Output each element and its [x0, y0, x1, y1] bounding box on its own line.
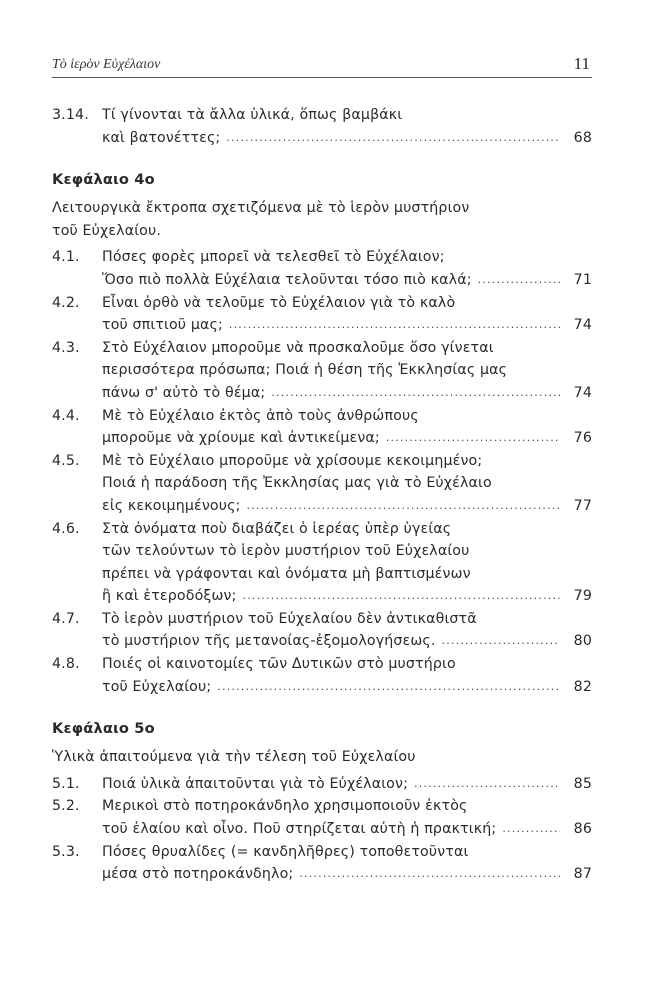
- entry-number: 4.1.: [52, 249, 80, 266]
- entry-text: Μὲ τὸ Εὐχέλαιο ἐκτὸς ἀπὸ τοὺς ἀνθρώπους: [102, 407, 419, 424]
- entry-text: Εἶναι ὀρθὸ νὰ τελοῦμε τὸ Εὐχέλαιον γιὰ τὸ καλὸ: [102, 294, 456, 311]
- entry-line: [102, 104, 592, 127]
- entry-body: [102, 608, 592, 653]
- page-number: 11: [573, 54, 590, 73]
- entry-body: [102, 773, 592, 796]
- entry-text: Στὰ ὀνόματα ποὺ διαβάζει ὁ ἱερέας ὑπὲρ ὑγείας: [102, 520, 452, 537]
- entry-page-number: 71: [573, 271, 592, 288]
- spacer: [52, 698, 592, 718]
- toc-entry[interactable]: [52, 795, 592, 840]
- entry-body: [102, 518, 592, 608]
- entry-page-number: 85: [573, 775, 592, 792]
- chapter-title: Κεφάλαιο 4ο: [52, 171, 155, 189]
- entry-text: τοῦ σπιτιοῦ μας;: [102, 317, 223, 334]
- entry-number: 3.14.: [52, 107, 89, 123]
- chapter-subtitle: [52, 746, 592, 769]
- entry-number: 4.8.: [52, 656, 80, 673]
- entry-text: περισσότερα πρόσωπα; Ποιά ἡ θέση τῆς Ἐκκλησίας μας: [102, 362, 508, 379]
- entry-line: [102, 563, 592, 586]
- entries-top: [52, 104, 592, 149]
- dot-leader: [478, 269, 560, 292]
- chapter-section: [52, 718, 592, 886]
- entry-text: Στὸ Εὐχέλαιον μποροῦμε νὰ προσκαλοῦμε ὅσο γίνεται: [102, 339, 494, 356]
- entry-line: [102, 269, 592, 292]
- entry-text: Μὲ τὸ Εὐχέλαιο μποροῦμε νὰ χρίσουμε κεκοιμημένο;: [102, 452, 483, 469]
- entry-line: [102, 359, 592, 382]
- toc-entry[interactable]: [52, 518, 592, 608]
- entry-body: [102, 246, 592, 291]
- entry-line: [102, 653, 592, 676]
- entry-line: [102, 314, 592, 337]
- dot-leader: [502, 818, 560, 841]
- subtitle-text: τοῦ Εὐχελαίου.: [52, 222, 162, 239]
- entry-text: Μερικοὶ στὸ ποτηροκάνδηλο χρησιμοποιοῦν ἐκτὸς: [102, 798, 468, 815]
- entry-number: 4.3.: [52, 339, 80, 356]
- entry-body: [102, 841, 592, 886]
- entry-line: [102, 863, 592, 886]
- toc-entry[interactable]: [52, 104, 592, 149]
- entry-page-number: 74: [573, 384, 592, 401]
- entry-number: 5.2.: [52, 798, 80, 815]
- toc-entry[interactable]: [52, 608, 592, 653]
- entry-body: [102, 292, 592, 337]
- table-of-contents: [52, 104, 592, 886]
- entry-text: Τί γίνονται τὰ ἄλλα ὑλικά, ὅπως βαμβάκι: [102, 107, 403, 123]
- entry-line: [102, 676, 592, 699]
- entry-text: εἰς κεκοιμημένους;: [102, 497, 241, 514]
- entry-line: [102, 518, 592, 541]
- entry-body: [102, 450, 592, 518]
- entry-text: πάνω σ' αὐτὸ τὸ θέμα;: [102, 384, 266, 401]
- entry-line: [102, 427, 592, 450]
- dot-leader: [271, 382, 560, 405]
- entry-line: [102, 773, 592, 796]
- entry-page-number: 74: [573, 317, 592, 334]
- entry-line: [102, 818, 592, 841]
- entry-body: [102, 104, 592, 149]
- entry-line: [102, 382, 592, 405]
- entry-page-number: 76: [573, 430, 592, 447]
- toc-entry[interactable]: [52, 337, 592, 405]
- entry-line: [102, 495, 592, 518]
- chapter-subtitle: [52, 197, 592, 242]
- spacer: [52, 149, 592, 169]
- dot-leader: [299, 863, 560, 886]
- dot-leader: [414, 773, 560, 796]
- dot-leader: [243, 585, 561, 608]
- entry-text: Ποιά ὑλικὰ ἀπαιτοῦνται γιὰ τὸ Εὐχέλαιον;: [102, 775, 409, 792]
- entry-number: 4.2.: [52, 294, 80, 311]
- entry-text: πρέπει νὰ γράφονται καὶ ὀνόματα μὴ βαπτισμένων: [102, 565, 471, 582]
- entry-text: Ποιές οἱ καινοτομίες τῶν Δυτικῶν στὸ μυστήριο: [102, 656, 456, 673]
- entry-text: τὸ μυστήριον τῆς μετανοίας-ἐξομολογήσεως.: [102, 633, 436, 650]
- entry-number: 4.4.: [52, 407, 80, 424]
- toc-entry[interactable]: [52, 405, 592, 450]
- entry-line: [102, 841, 592, 864]
- entry-page-number: 68: [573, 129, 592, 146]
- running-title: Τὸ ἱερὸν Εὐχέλαιον: [52, 57, 161, 72]
- entry-text: καὶ βατονέττες;: [102, 129, 221, 146]
- entry-line: [102, 405, 592, 428]
- entry-number: 5.3.: [52, 843, 80, 860]
- entry-number: 4.5.: [52, 452, 80, 469]
- dot-leader: [217, 676, 560, 699]
- entry-line: [102, 127, 592, 150]
- entry-line: [102, 246, 592, 269]
- book-page: [52, 0, 592, 1000]
- subtitle-line: [52, 220, 592, 243]
- entry-text: Πόσες θρυαλίδες (= κανδηλῆθρες) τοποθετοῦνται: [102, 843, 469, 860]
- entry-text: τοῦ ἐλαίου καὶ οἶνο. Ποῦ στηρίζεται αὐτὴ ἡ πρακτική;: [102, 821, 497, 838]
- chapter-section: [52, 169, 592, 698]
- entry-page-number: 79: [573, 588, 592, 605]
- entry-page-number: 86: [573, 821, 592, 838]
- dot-leader: [226, 127, 560, 150]
- entry-number: 4.7.: [52, 610, 80, 627]
- entry-number: 5.1.: [52, 775, 80, 792]
- entry-line: [102, 608, 592, 631]
- entry-line: [102, 450, 592, 473]
- entry-body: [102, 653, 592, 698]
- entry-line: [102, 337, 592, 360]
- entry-text: τῶν τελούντων τὸ ἱερὸν μυστήριον τοῦ Εὐχελαίου: [102, 543, 470, 560]
- entry-text: Πόσες φορὲς μπορεῖ νὰ τελεσθεῖ τὸ Εὐχέλαιον;: [102, 249, 445, 266]
- entry-text: τοῦ Εὐχελαίου;: [102, 678, 212, 695]
- entry-line: [102, 472, 592, 495]
- toc-entry[interactable]: [52, 773, 592, 796]
- toc-entry[interactable]: [52, 653, 592, 698]
- entry-page-number: 87: [573, 866, 592, 883]
- dot-leader: [247, 495, 560, 518]
- subtitle-text: Λειτουργικὰ ἔκτροπα σχετιζόμενα μὲ τὸ ἱερὸν μυστήριον: [52, 200, 470, 217]
- toc-entry[interactable]: [52, 450, 592, 518]
- subtitle-line: [52, 746, 592, 769]
- entry-page-number: 80: [573, 633, 592, 650]
- entry-text: Ὅσο πιὸ πολλὰ Εὐχέλαια τελοῦνται τόσο πιὸ καλά;: [102, 271, 472, 288]
- toc-entry[interactable]: [52, 841, 592, 886]
- dot-leader: [386, 427, 560, 450]
- chapter-title: Κεφάλαιο 5ο: [52, 720, 155, 738]
- dot-leader: [229, 314, 560, 337]
- chapters: [52, 149, 592, 886]
- entry-text: μποροῦμε νὰ χρίουμε καὶ ἀντικείμενα;: [102, 430, 380, 447]
- dot-leader: [442, 630, 560, 653]
- entry-number: 4.6.: [52, 520, 80, 537]
- entry-body: [102, 795, 592, 840]
- entry-body: [102, 337, 592, 405]
- entry-body: [102, 405, 592, 450]
- entry-line: [102, 795, 592, 818]
- entry-page-number: 82: [573, 678, 592, 695]
- entry-text: Τὸ ἱερὸν μυστήριον τοῦ Εὐχελαίου δὲν ἀντικαθιστᾶ: [102, 610, 477, 627]
- entry-text: ἢ καὶ ἑτεροδόξων;: [102, 588, 237, 605]
- toc-entry[interactable]: [52, 292, 592, 337]
- subtitle-text: Ὑλικὰ ἀπαιτούμενα γιὰ τὴν τέλεση τοῦ Εὐχελαίου: [52, 749, 416, 766]
- toc-entry[interactable]: [52, 246, 592, 291]
- entry-line: [102, 585, 592, 608]
- entry-text: Ποιά ἡ παράδοση τῆς Ἐκκλησίας μας γιὰ τὸ Εὐχέλαιο: [102, 475, 492, 492]
- subtitle-line: [52, 197, 592, 220]
- entry-line: [102, 540, 592, 563]
- entry-line: [102, 292, 592, 315]
- entry-line: [102, 630, 592, 653]
- entry-page-number: 77: [573, 497, 592, 514]
- running-head: [52, 55, 592, 78]
- entry-text: μέσα στὸ ποτηροκάνδηλο;: [102, 866, 294, 883]
